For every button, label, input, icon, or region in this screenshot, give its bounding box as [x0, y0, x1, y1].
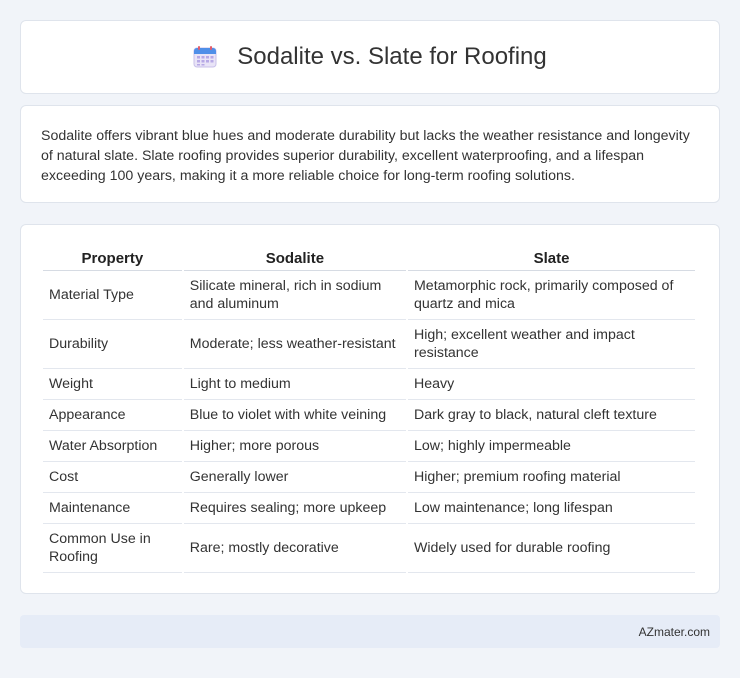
table-row: [43, 462, 695, 493]
row-property: Water Absorption: [43, 431, 182, 462]
row-sodalite: Requires sealing; more upkeep: [184, 493, 406, 524]
table-row: [43, 524, 695, 573]
row-sodalite: Generally lower: [184, 462, 406, 493]
summary-text: Sodalite offers vibrant blue hues and moderate durability but lacks the weather resistance and longevity of natural slate. Slate roofing provides superior durability, excellent waterproofing, and a lifespan exceeding 100 years, making it a more reliable choice for long-term roofing solutions.: [41, 128, 690, 184]
row-sodalite: Light to medium: [184, 369, 406, 400]
footer-brand: AZmater.com: [638, 624, 710, 639]
row-sodalite: Blue to violet with white veining: [184, 400, 406, 431]
summary-card: [20, 105, 720, 203]
footer: [20, 615, 720, 648]
row-slate: Heavy: [408, 369, 695, 400]
table-row: [43, 431, 695, 462]
row-property: Cost: [43, 462, 182, 493]
row-slate: Dark gray to black, natural cleft texture: [408, 400, 695, 431]
row-slate: High; excellent weather and impact resistance: [408, 320, 695, 369]
table-row: [43, 400, 695, 431]
row-slate: Metamorphic rock, primarily composed of quartz and mica: [408, 271, 695, 320]
table-row: [43, 271, 695, 320]
table-row: [43, 493, 695, 524]
header-sodalite: Sodalite: [184, 245, 406, 271]
row-property: Weight: [43, 369, 182, 400]
row-slate: Widely used for durable roofing: [408, 524, 695, 573]
row-slate: Low maintenance; long lifespan: [408, 493, 695, 524]
header-property: Property: [43, 245, 182, 271]
page-title: Sodalite vs. Slate for Roofing: [237, 43, 547, 70]
row-property: Maintenance: [43, 493, 182, 524]
row-slate: Low; highly impermeable: [408, 431, 695, 462]
row-sodalite: Rare; mostly decorative: [184, 524, 406, 573]
calendar-icon: [193, 45, 217, 69]
table-row: [43, 320, 695, 369]
title-card: [20, 20, 720, 94]
comparison-table: [41, 245, 697, 573]
row-property: Durability: [43, 320, 182, 369]
row-sodalite: Moderate; less weather-resistant: [184, 320, 406, 369]
row-sodalite: Higher; more porous: [184, 431, 406, 462]
row-property: Common Use in Roofing: [43, 524, 182, 573]
row-sodalite: Silicate mineral, rich in sodium and aluminum: [184, 271, 406, 320]
row-slate: Higher; premium roofing material: [408, 462, 695, 493]
table-card: [20, 224, 720, 594]
row-property: Material Type: [43, 271, 182, 320]
table-header-row: [43, 245, 695, 271]
header-slate: Slate: [408, 245, 695, 271]
row-property: Appearance: [43, 400, 182, 431]
table-row: [43, 369, 695, 400]
